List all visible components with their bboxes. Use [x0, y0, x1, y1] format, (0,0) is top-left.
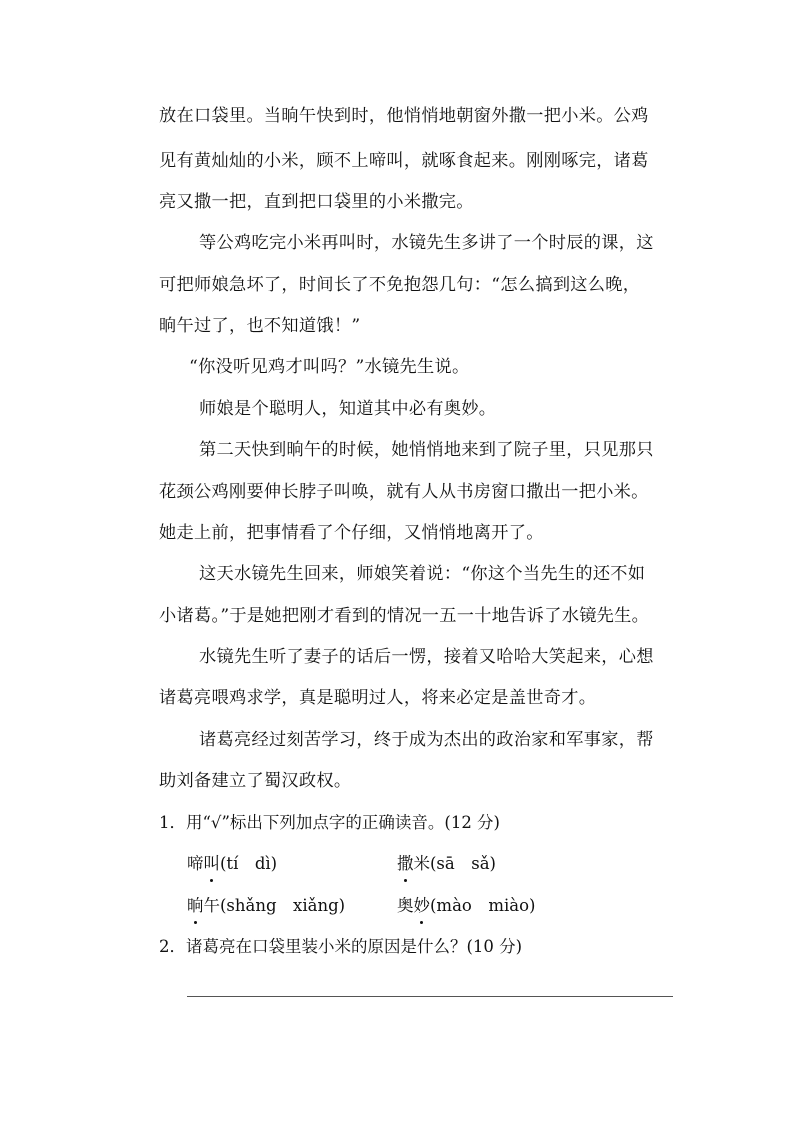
passage-line: 水镜先生听了妻子的话后一愣，接着又哈哈大笑起来，心想 [199, 647, 654, 667]
question-1-option-4 [397, 891, 536, 921]
passage-line: 她走上前，把事情看了个仔细，又悄悄地离开了。 [159, 523, 544, 543]
option-pinyin: (sā sǎ) [430, 854, 496, 873]
passage-line: 诸葛亮经过刻苦学习，终于成为杰出的政治家和军事家，帮 [199, 730, 654, 750]
passage-line: 花颈公鸡刚要伸长脖子叫唤，就有人从书房窗口撒出一把小米。 [159, 482, 649, 502]
passage-line: 诸葛亮喂鸡求学，真是聪明过人，将来必定是盖世奇才。 [159, 688, 597, 708]
question-1-option-3 [187, 891, 345, 921]
passage-line: “你没听见鸡才叫吗？”水镜先生说。 [189, 357, 470, 377]
question-1-option-2 [397, 849, 496, 879]
option-pinyin: (tí dì) [220, 854, 278, 873]
passage-line: 小诸葛。”于是她把刚才看到的情况一五一十地告诉了水镜先生。 [159, 606, 650, 626]
option-pinyin: (mào miào) [430, 896, 536, 915]
passage-line: 这天水镜先生回来，师娘笑着说：“你这个当先生的还不如 [199, 564, 646, 584]
option-char: 啼 [187, 854, 204, 873]
question-1-option-1 [187, 849, 277, 879]
dotted-char: 晌 [187, 891, 204, 921]
option-pinyin: (shǎng xiǎng) [220, 896, 346, 915]
passage-line: 亮又撒一把，直到把口袋里的小米撒完。 [159, 192, 474, 212]
passage-line: 等公鸡吃完小米再叫时，水镜先生多讲了一个时辰的课，这 [199, 233, 654, 253]
option-char: 奥 [397, 896, 414, 915]
passage-line: 第二天快到晌午的时候，她悄悄地来到了院子里，只见那只 [199, 440, 654, 460]
dotted-char: 妙 [414, 891, 431, 921]
passage-line: 可把师娘急坏了，时间长了不免抱怨几句：“怎么搞到这么晚， [159, 275, 641, 295]
passage-line: 放在口袋里。当晌午快到时，他悄悄地朝窗外撒一把小米。公鸡 [159, 106, 649, 126]
option-char: 米 [413, 854, 430, 873]
answer-line[interactable] [187, 996, 673, 997]
passage-line: 助刘备建立了蜀汉政权。 [159, 771, 352, 791]
passage-line: 师娘是个聪明人，知道其中必有奥妙。 [199, 399, 497, 419]
option-char: 午 [203, 896, 220, 915]
passage-line: 见有黄灿灿的小米，顾不上啼叫，就啄食起来。刚刚啄完，诸葛 [159, 151, 649, 171]
passage-line: 晌午过了，也不知道饿！” [159, 316, 361, 336]
question-1-prompt: 1．用“√”标出下列加点字的正确读音。(12 分) [159, 813, 500, 832]
dotted-char: 撒 [397, 849, 414, 879]
dotted-char: 叫 [204, 849, 221, 879]
question-2-prompt: 2．诸葛亮在口袋里装小米的原因是什么？(10 分) [159, 937, 523, 956]
